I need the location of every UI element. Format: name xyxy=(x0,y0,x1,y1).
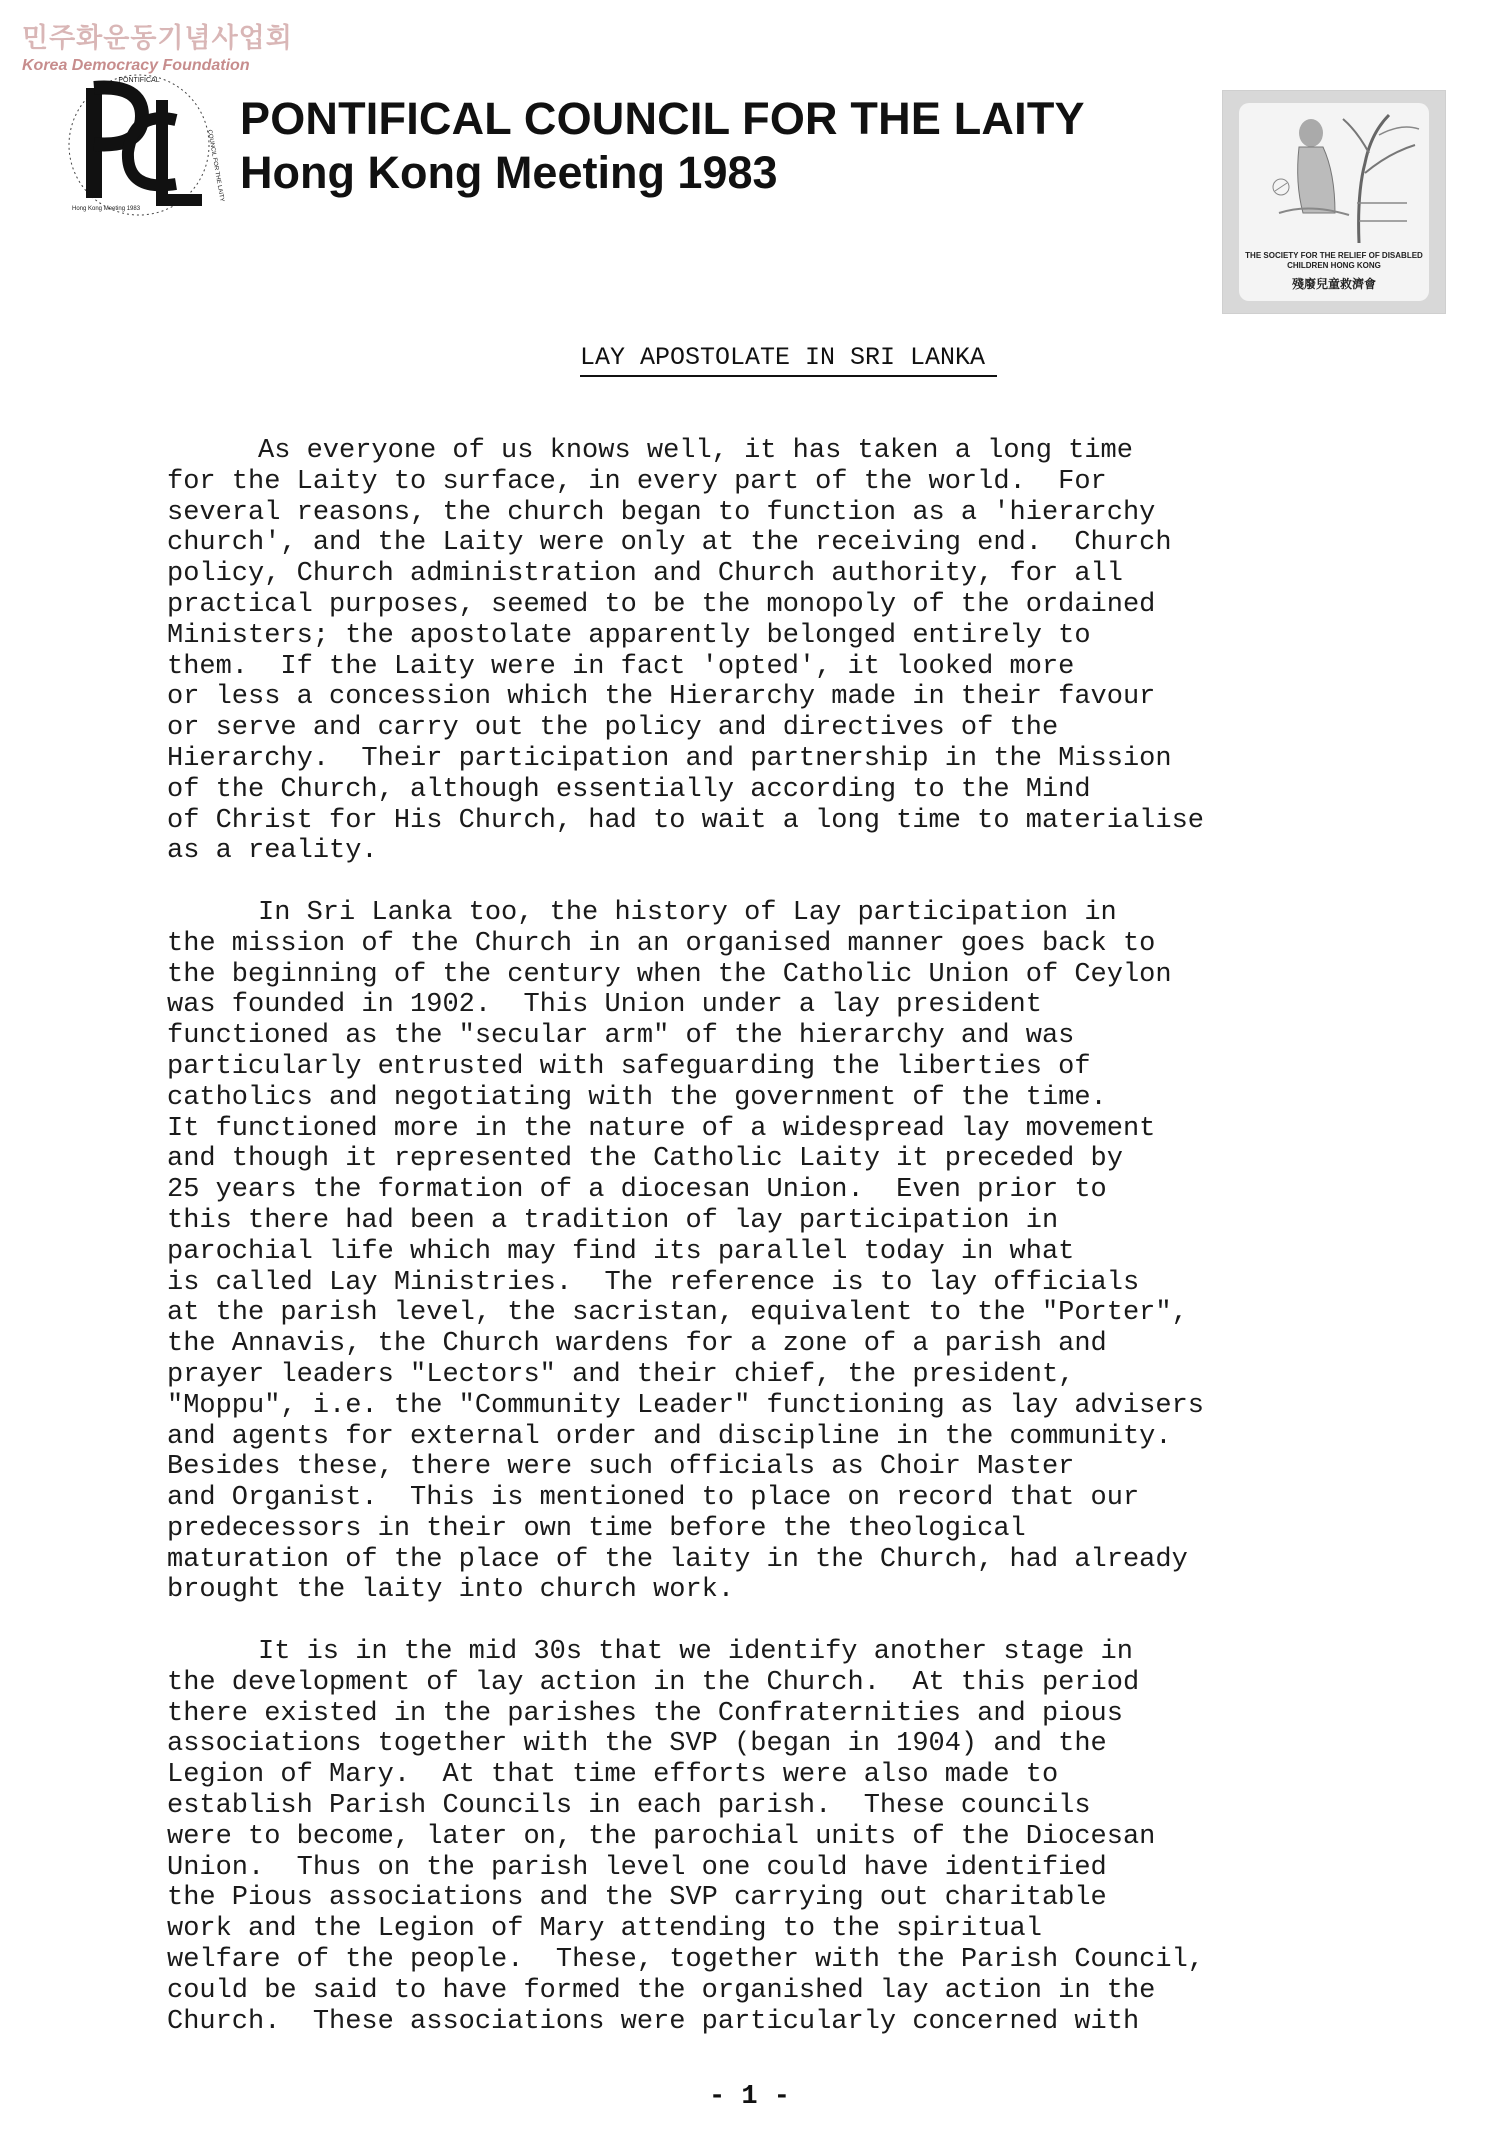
archive-english-name: Korea Democracy Foundation xyxy=(22,57,250,74)
text-line: functioned as the "secular arm" of the hierarchy and was xyxy=(167,1021,1075,1052)
text-line: the mission of the Church in an organised manner goes back to xyxy=(167,928,1156,959)
text-line: As everyone of us knows well, it has taken a long time xyxy=(258,436,1133,466)
paragraph xyxy=(167,1637,1407,2037)
council-logo xyxy=(64,70,225,220)
document-title xyxy=(0,343,1499,377)
text-line: several reasons, the church began to function as a 'hierarchy xyxy=(167,497,1156,528)
text-line: maturation of the place of the laity in the Church, had already xyxy=(167,1544,1188,1575)
text-line: "Moppu", i.e. the "Community Leader" functioning as lay advisers xyxy=(167,1390,1204,1421)
text-line: at the parish level, the sacristan, equivalent to the "Porter", xyxy=(167,1298,1188,1329)
header-title xyxy=(240,92,1085,200)
text-line: Besides these, there were such officials as Choir Master xyxy=(167,1452,1075,1483)
text-line: It is in the mid 30s that we identify another stage in xyxy=(258,1637,1133,1668)
text-line: this there had been a tradition of lay participation in xyxy=(167,1205,1059,1236)
text-line: associations together with the SVP (began in 1904) and the xyxy=(167,1729,1107,1760)
text-line: In Sri Lanka too, the history of Lay participation in xyxy=(258,897,1117,928)
logo-ring-top: PONTIFICAL xyxy=(118,77,160,84)
text-line: there existed in the parishes the Confraternities and pious xyxy=(167,1698,1123,1729)
text-line: or less a concession which the Hierarchy made in their favour xyxy=(167,682,1156,713)
text-line: the Pious associations and the SVP carrying out charitable xyxy=(167,1883,1107,1914)
paragraph xyxy=(167,898,1407,1606)
text-line: Union. Thus on the parish level one could have identified xyxy=(167,1852,1107,1883)
archive-watermark xyxy=(22,22,312,76)
text-line: and though it represented the Catholic Laity it preceded by xyxy=(167,1144,1123,1175)
text-line: brought the laity into church work. xyxy=(167,1575,735,1606)
text-line: work and the Legion of Mary attending to the spiritual xyxy=(167,1914,1042,1945)
text-line: was founded in 1902. This Union under a lay president xyxy=(167,990,1042,1021)
paragraph xyxy=(167,436,1407,867)
text-line: parochial life which may find its parallel today in what xyxy=(167,1236,1075,1267)
child-and-tree-illustration xyxy=(1239,103,1429,248)
document-body xyxy=(167,436,1407,2068)
text-line: could be said to have formed the organished lay action in the xyxy=(167,1975,1156,2006)
text-line: of the Church, although essentially according to the Mind xyxy=(167,774,1091,805)
society-emblem-card xyxy=(1239,103,1429,301)
text-line: Church. These associations were particularly concerned with xyxy=(167,2006,1140,2037)
header-title-line1: PONTIFICAL COUNCIL FOR THE LAITY xyxy=(240,93,1085,144)
text-line: It functioned more in the nature of a widespread lay movement xyxy=(167,1113,1156,1144)
text-line: church', and the Laity were only at the receiving end. Church xyxy=(167,528,1172,559)
text-line: them. If the Laity were in fact 'opted', it looked more xyxy=(167,651,1075,682)
document-title-text: LAY APOSTOLATE IN SRI LANKA xyxy=(580,343,997,377)
text-line: as a reality. xyxy=(167,836,378,867)
text-line: policy, Church administration and Church authority, for all xyxy=(167,559,1123,590)
text-line: and Organist. This is mentioned to place on record that our xyxy=(167,1483,1140,1514)
text-line: predecessors in their own time before the theological xyxy=(167,1513,1026,1544)
text-line: catholics and negotiating with the government of the time. xyxy=(167,1082,1107,1113)
text-line: welfare of the people. These, together with the Parish Council, xyxy=(167,1945,1204,1976)
society-emblem xyxy=(1222,90,1446,314)
text-line: and agents for external order and discipline in the community. xyxy=(167,1421,1172,1452)
text-line: particularly entrusted with safeguarding the liberties of xyxy=(167,1051,1091,1082)
text-line: were to become, later on, the parochial units of the Diocesan xyxy=(167,1821,1156,1852)
archive-korean-name: 민주화운동기념사업회 xyxy=(22,23,293,54)
text-line: the Annavis, the Church wardens for a zone of a parish and xyxy=(167,1329,1107,1360)
logo-ring-left: Hong Kong Meeting 1983 xyxy=(72,206,141,212)
text-line: Legion of Mary. At that time efforts were also made to xyxy=(167,1760,1059,1791)
society-caption: THE SOCIETY FOR THE RELIEF OF DISABLED CHILDREN HONG KONG xyxy=(1245,251,1423,270)
text-line: the development of lay action in the Church. At this period xyxy=(167,1667,1140,1698)
text-line: for the Laity to surface, in every part of the world. For xyxy=(167,466,1107,497)
page-number: - 1 - xyxy=(708,2082,790,2112)
text-line: the beginning of the century when the Catholic Union of Ceylon xyxy=(167,959,1172,990)
society-chinese-name: 殘廢兒童救濟會 xyxy=(1291,277,1376,291)
text-line: practical purposes, seemed to be the monopoly of the ordained xyxy=(167,589,1156,620)
text-line: is called Lay Ministries. The reference is to lay officials xyxy=(167,1267,1140,1298)
text-line: or serve and carry out the policy and directives of the xyxy=(167,713,1059,744)
text-line: 25 years the formation of a diocesan Union. Even prior to xyxy=(167,1175,1107,1206)
text-line: of Christ for His Church, had to wait a long time to materialise xyxy=(167,805,1204,836)
text-line: establish Parish Councils in each parish. These councils xyxy=(167,1791,1091,1822)
header-title-line2: Hong Kong Meeting 1983 xyxy=(240,147,778,198)
text-line: Ministers; the apostolate apparently belonged entirely to xyxy=(167,620,1091,651)
text-line: prayer leaders "Lectors" and their chief, the president, xyxy=(167,1359,1075,1390)
text-line: Hierarchy. Their participation and partnership in the Mission xyxy=(167,743,1172,774)
logo-ring-right: COUNCIL FOR THE LAITY xyxy=(206,129,225,203)
